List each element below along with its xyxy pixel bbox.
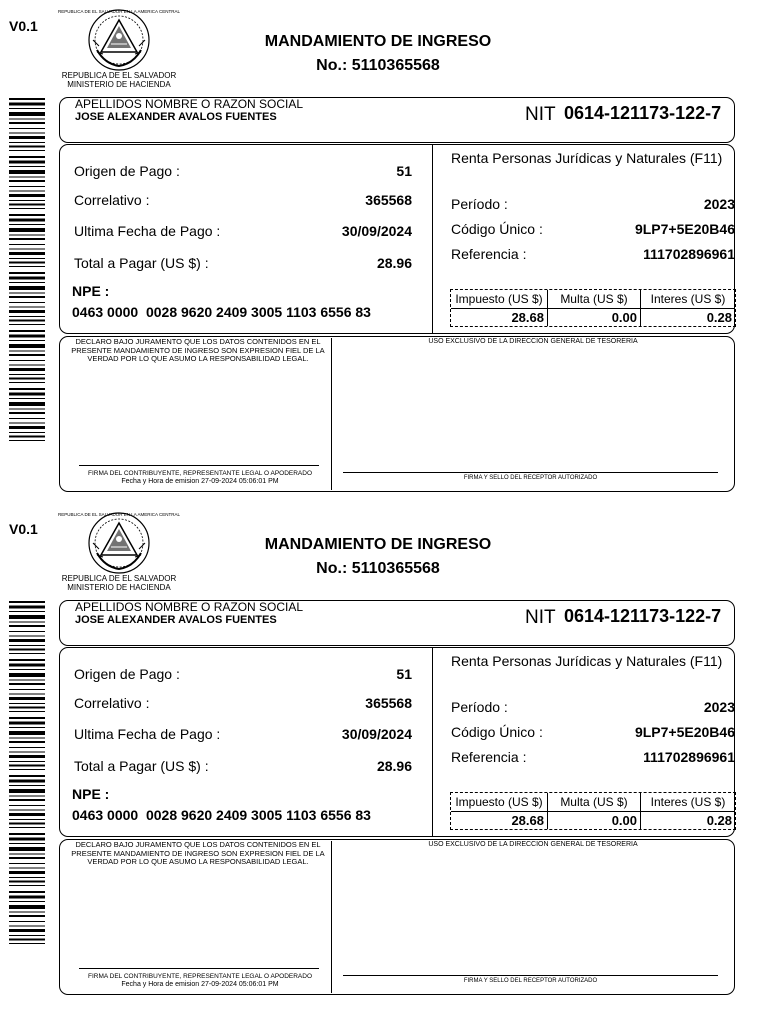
multa-value: 0.00 (611, 310, 637, 325)
issuer-block (58, 574, 180, 592)
impuesto-header: Impuesto (US $) (455, 292, 543, 306)
document-title: MANDAMIENTO DE INGRESO (264, 33, 492, 50)
version-label: V0.1 (9, 18, 38, 34)
declaration-text: DECLARO BAJO JURAMENTO QUE LOS DATOS CONTENIDOS EN EL PRESENTE MANDAMIENTO DE INGRESO SON EXPRESION FIEL DE LA VERDAD POR LO QUE ASUMO LA RESPONSABILIDAD LEGAL. (71, 337, 325, 364)
signature-line (343, 975, 718, 976)
treasury-use-label: USO EXCLUSIVO DE LA DIRECCION GENERAL DE TESORERIA (428, 841, 638, 848)
barcode (9, 601, 45, 945)
ultima-fecha-label: Ultima Fecha de Pago : (74, 726, 221, 742)
issuer-block (58, 71, 180, 89)
coat-of-arms-seal (58, 6, 180, 74)
signature-line (79, 465, 319, 466)
referencia-value: 111702896961 (643, 749, 735, 765)
taxpayer-signature-label: FIRMA DEL CONTRIBUYENTE, REPRESENTANTE LEGAL O APODERADO (87, 470, 313, 477)
npe-value: 0463 0000 0028 9620 2409 3005 1103 6556 83 (72, 807, 371, 823)
origen-value: 51 (396, 163, 412, 179)
periodo-label: Período : (451, 196, 508, 212)
impuesto-value: 28.68 (511, 310, 544, 325)
codigo-label: Código Único : (451, 221, 543, 237)
signature-line (343, 472, 718, 473)
npe-label: NPE : (72, 283, 110, 299)
tax-type: Renta Personas Jurídicas y Naturales (F11) (451, 653, 723, 669)
republic-label: REPUBLICA DE EL SALVADOR (61, 574, 177, 583)
coat-of-arms-seal (58, 509, 180, 577)
receiver-signature-label: FIRMA Y SELLO DEL RECEPTOR AUTORIZADO (463, 475, 598, 481)
correlativo-label: Correlativo : (74, 192, 150, 208)
version-label: V0.1 (9, 521, 38, 537)
payment-slip-copy-2 (0, 503, 768, 1003)
origen-label: Origen de Pago : (74, 666, 180, 682)
document-number: No.: 5110365568 (316, 560, 440, 577)
ministry-label: MINISTERIO DE HACIENDA (67, 80, 171, 89)
codigo-label: Código Único : (451, 724, 543, 740)
correlativo-value: 365568 (365, 192, 412, 208)
npe-value: 0463 0000 0028 9620 2409 3005 1103 6556 83 (72, 304, 371, 320)
nit-value: 0614-121173-122-7 (564, 606, 722, 626)
svg-text:REPUBLICA DE EL SALVADOR EN LA: REPUBLICA DE EL SALVADOR EN LA AMERICA CENTRAL (58, 9, 180, 14)
multa-header: Multa (US $) (560, 292, 628, 306)
nit-label: NIT (525, 607, 556, 628)
taxpayer-name: JOSE ALEXANDER AVALOS FUENTES (75, 614, 277, 626)
multa-value: 0.00 (611, 813, 637, 828)
document-number: No.: 5110365568 (316, 57, 440, 74)
ministry-label: MINISTERIO DE HACIENDA (67, 583, 171, 592)
codigo-value: 9LP7+5E20B46 (634, 724, 735, 740)
impuesto-value: 28.68 (511, 813, 544, 828)
emission-datetime: Fecha y Hora de emision 27-09-2024 05:06:01 PM (121, 478, 279, 485)
origen-value: 51 (396, 666, 412, 682)
periodo-value: 2023 (703, 196, 735, 212)
total-value: 28.96 (376, 758, 412, 774)
treasury-use-label: USO EXCLUSIVO DE LA DIRECCION GENERAL DE TESORERIA (428, 338, 638, 345)
referencia-label: Referencia : (451, 749, 527, 765)
divider (331, 338, 332, 490)
amounts-table (450, 289, 736, 327)
divider (432, 144, 433, 334)
name-field-label: APELLIDOS NOMBRE O RAZON SOCIAL (75, 97, 304, 111)
impuesto-header: Impuesto (US $) (455, 795, 543, 809)
declaration-text: DECLARO BAJO JURAMENTO QUE LOS DATOS CONTENIDOS EN EL PRESENTE MANDAMIENTO DE INGRESO SON EXPRESION FIEL DE LA VERDAD POR LO QUE ASUMO LA RESPONSABILIDAD LEGAL. (71, 840, 325, 867)
interes-header: Interes (US $) (650, 795, 726, 809)
npe-label: NPE : (72, 786, 110, 802)
correlativo-value: 365568 (365, 695, 412, 711)
total-label: Total a Pagar (US $) : (74, 255, 209, 271)
taxpayer-name: JOSE ALEXANDER AVALOS FUENTES (75, 111, 277, 123)
ultima-fecha-value: 30/09/2024 (341, 726, 412, 742)
periodo-label: Período : (451, 699, 508, 715)
divider (432, 647, 433, 837)
ultima-fecha-label: Ultima Fecha de Pago : (74, 223, 221, 239)
name-field-label: APELLIDOS NOMBRE O RAZON SOCIAL (75, 600, 304, 614)
taxpayer-signature-label: FIRMA DEL CONTRIBUYENTE, REPRESENTANTE LEGAL O APODERADO (87, 973, 313, 980)
total-value: 28.96 (376, 255, 412, 271)
correlativo-label: Correlativo : (74, 695, 150, 711)
taxpayer-signature-block (68, 470, 332, 486)
barcode (9, 98, 45, 442)
republic-label: REPUBLICA DE EL SALVADOR (61, 71, 177, 80)
periodo-value: 2023 (703, 699, 735, 715)
multa-header: Multa (US $) (560, 795, 628, 809)
interes-value: 0.28 (706, 310, 732, 325)
divider (331, 841, 332, 993)
referencia-value: 111702896961 (643, 246, 735, 262)
taxpayer-signature-block (68, 973, 332, 989)
receiver-signature-label: FIRMA Y SELLO DEL RECEPTOR AUTORIZADO (463, 978, 598, 984)
document-title: MANDAMIENTO DE INGRESO (264, 536, 492, 553)
interes-value: 0.28 (706, 813, 732, 828)
nit-value: 0614-121173-122-7 (564, 103, 722, 123)
codigo-value: 9LP7+5E20B46 (634, 221, 735, 237)
tax-type: Renta Personas Jurídicas y Naturales (F11) (451, 150, 723, 166)
nit-label: NIT (525, 104, 556, 125)
amounts-table (450, 792, 736, 830)
total-label: Total a Pagar (US $) : (74, 758, 209, 774)
ultima-fecha-value: 30/09/2024 (341, 223, 412, 239)
origen-label: Origen de Pago : (74, 163, 180, 179)
signature-line (79, 968, 319, 969)
svg-text:REPUBLICA DE EL SALVADOR EN LA: REPUBLICA DE EL SALVADOR EN LA AMERICA CENTRAL (58, 512, 180, 517)
payment-slip-copy-1 (0, 0, 768, 500)
interes-header: Interes (US $) (650, 292, 726, 306)
referencia-label: Referencia : (451, 246, 527, 262)
emission-datetime: Fecha y Hora de emision 27-09-2024 05:06:01 PM (121, 981, 279, 988)
